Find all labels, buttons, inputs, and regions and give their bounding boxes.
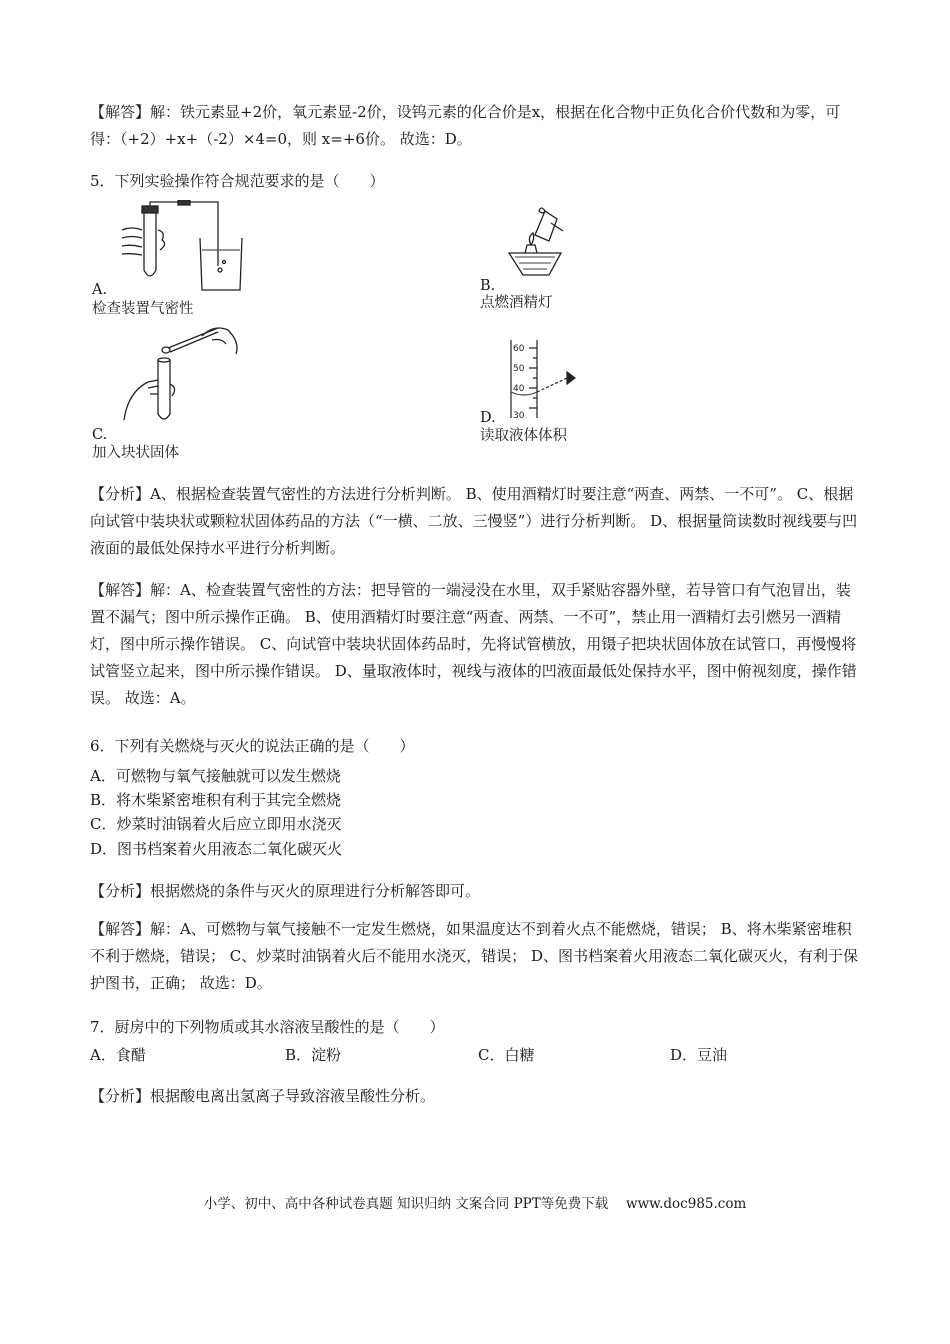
cylinder-tick-30: 30 <box>513 411 525 420</box>
figure-alcohol-lamps <box>505 205 565 277</box>
q7-analysis: 【分析】根据酸电离出氢离子导致溶液呈酸性分析。 <box>90 1087 436 1105</box>
option-a-caption: 检查装置气密性 <box>92 301 194 317</box>
page-footer: 小学、初中、高中各种试卷真题 知识归纳 文案合同 PPT等免费下载 www.doc985.com <box>203 1196 747 1212</box>
q5-answer: 【解答】解：A、检查装置气密性的方法：把导管的一端浸没在水里，双手紧贴容器外壁，若导管口有气泡冒出，装置不漏气；图中所示操作正确。 B、使用酒精灯时要注意“两查、两禁、一不可”，禁止用一酒精灯去引燃另一酒精灯，图中所示操作错误。 C、向试管中装块状固体药品时，先将试管横放，用镊子把块状固体放在试管口，再慢慢将试管竖立起来，图中所示操作错误。 D、量取液体时，视线与液体的凹液面最低处保持水平，图中俯视刻度，操作错误。 故选：A。 <box>90 581 857 707</box>
figure-adding-solid <box>118 322 243 422</box>
q6-option-b: B．将木柴紧密堆积有利于其完全燃烧 <box>90 791 342 809</box>
q7-option-c: C．白糖 <box>478 1046 535 1064</box>
q7-option-a: A．食醋 <box>90 1046 146 1064</box>
q5-stem: 5．下列实验操作符合规范要求的是（ ） <box>90 172 385 190</box>
q6-option-a: A．可燃物与氧气接触就可以发生燃烧 <box>90 767 341 785</box>
option-c-letter: C. <box>92 427 108 443</box>
q6-option-c: C．炒菜时油锅着火后应立即用水浇灭 <box>90 815 342 833</box>
option-a-letter: A. <box>92 282 108 298</box>
option-d-caption: 读取液体体积 <box>480 428 567 444</box>
q6-analysis: 【分析】根据燃烧的条件与灭火的原理进行分析解答即可。 <box>90 882 481 900</box>
cylinder-tick-60: 60 <box>513 344 525 354</box>
q6-option-d: D．图书档案着火用液态二氧化碳灭火 <box>90 840 343 858</box>
option-b-caption: 点燃酒精灯 <box>480 295 553 311</box>
option-b-letter: B. <box>480 278 496 294</box>
q7-option-d: D．豆油 <box>670 1046 728 1064</box>
q7-stem: 7．厨房中的下列物质或其水溶液呈酸性的是（ ） <box>90 1018 445 1036</box>
q6-stem: 6．下列有关燃烧与灭火的说法正确的是（ ） <box>90 737 415 755</box>
q5-analysis: 【分析】A、根据检查装置气密性的方法进行分析判断。 B、使用酒精灯时要注意“两查、两禁、一不可”。 C、根据向试管中装块状或颗粒状固体药品的方法（“一横、二放、三慢竖”）进行分析判断。 D、根据量筒读数时视线要与凹液面的最低处保持水平进行分析判断。 <box>90 485 858 557</box>
q4-answer: 【解答】解：铁元素显+2价，氧元素显-2价，设钨元素的化合价是x，根据在化合物中正负化合价代数和为零，可得：（+2）+x+（-2）×4=0，则 x=+6价。 故选：D。 <box>90 103 841 148</box>
figure-reading-volume <box>505 338 585 420</box>
figure-airtightness-check <box>118 200 248 292</box>
option-d-letter: D. <box>480 410 496 426</box>
cylinder-tick-40: 40 <box>513 384 525 394</box>
cylinder-tick-50: 50 <box>513 364 525 374</box>
option-c-caption: 加入块状固体 <box>92 445 179 461</box>
q6-answer: 【解答】解：A、可燃物与氧气接触不一定发生燃烧，如果温度达不到着火点不能燃烧，错误； B、将木柴紧密堆积不利于燃烧，错误； C、炒菜时油锅着火后不能用水浇灭，错误； D、图书档案着火用液态二氧化碳灭火，有利于保护图书，正确； 故选：D。 <box>90 920 859 992</box>
q7-option-b: B．淀粉 <box>285 1046 342 1064</box>
